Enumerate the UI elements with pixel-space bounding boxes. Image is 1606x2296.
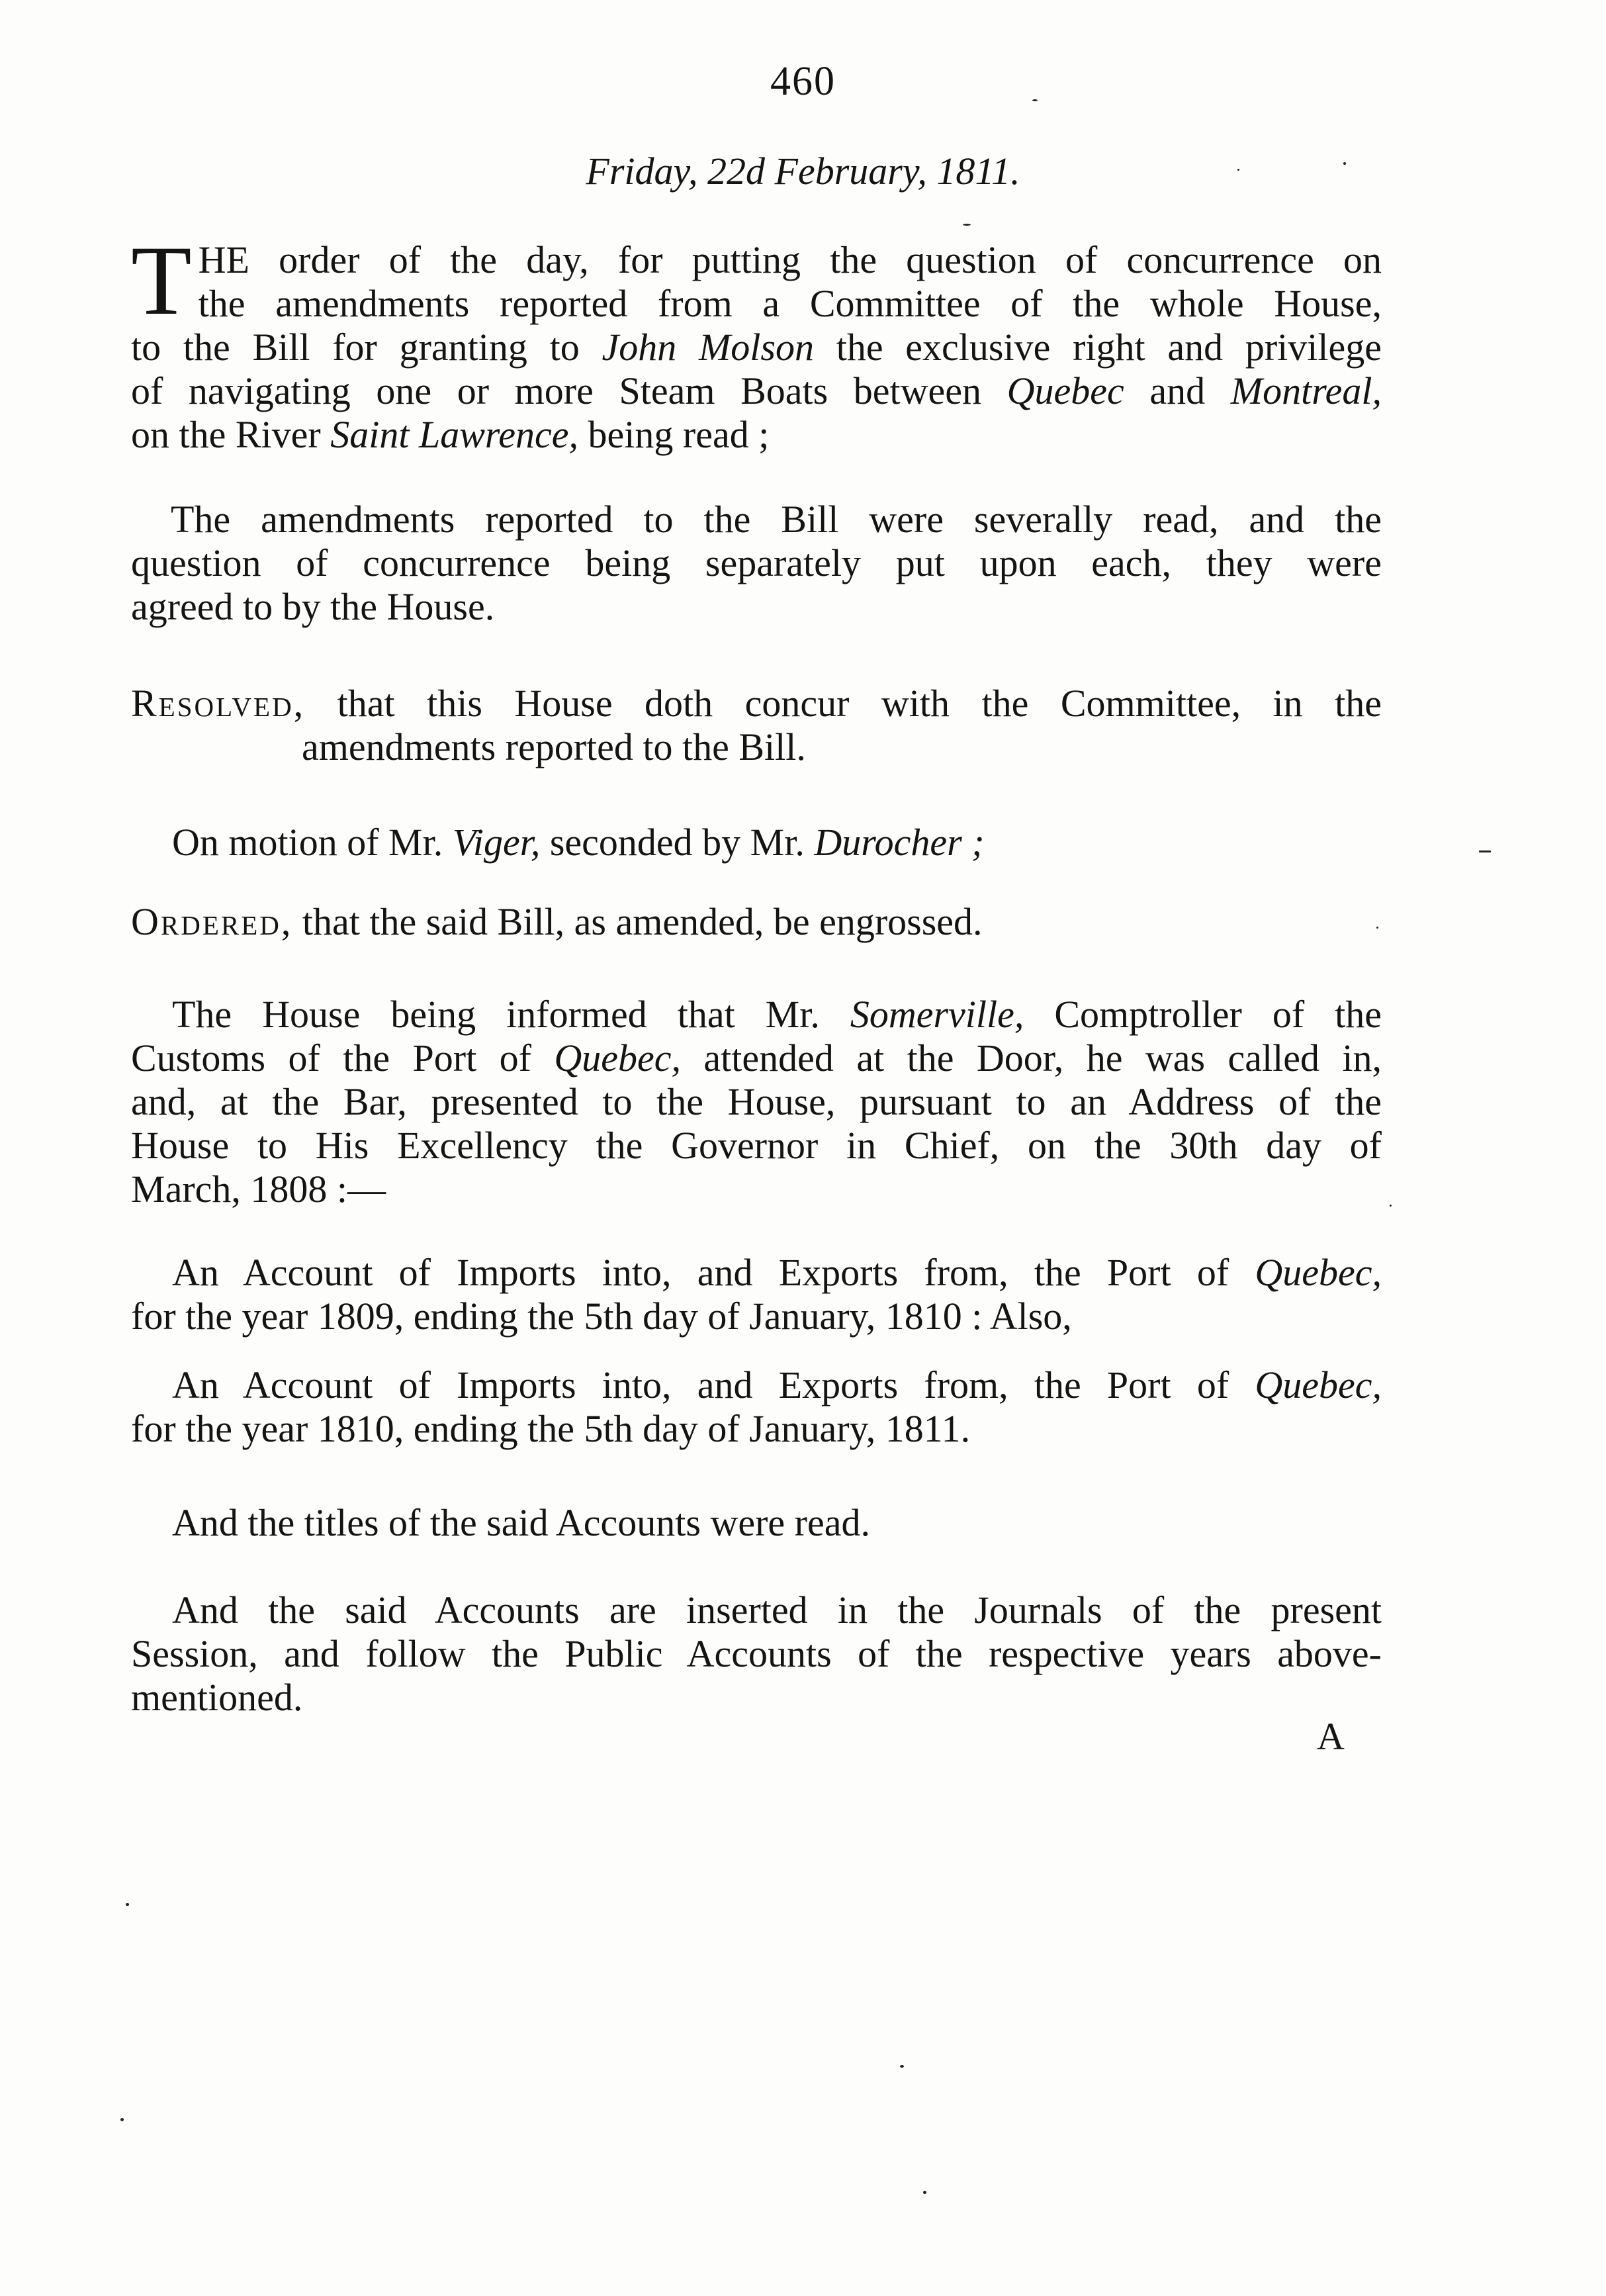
scan-speck xyxy=(126,1903,129,1906)
place-name: Quebec, xyxy=(1255,1363,1382,1406)
paragraph-accounts-inserted xyxy=(131,1588,1382,1720)
paragraph-amendments-read xyxy=(131,498,1382,629)
paragraph-account-1810 xyxy=(131,1363,1382,1451)
scan-speck xyxy=(900,2065,904,2068)
text-line: The amendments reported to the Bill were severally read, and the xyxy=(171,498,1382,541)
place-name: Quebec, xyxy=(554,1036,681,1079)
scan-speck xyxy=(120,2118,124,2121)
place-name: Quebec, xyxy=(1255,1251,1382,1294)
place-name: Quebec xyxy=(1006,369,1124,412)
paragraph-titles-read xyxy=(172,1501,1297,1545)
text-line: On motion of Mr. Viger, seconded by Mr. Durocher ; xyxy=(172,821,985,864)
text-line: for the year 1809, ending the 5th day of January, 1810 : Also, xyxy=(131,1295,1072,1338)
text-line: agreed to by the House. xyxy=(131,585,495,628)
drop-cap: T xyxy=(131,226,192,336)
paragraph-account-1809 xyxy=(131,1251,1382,1338)
person-name: Somerville, xyxy=(850,993,1024,1036)
text-line: March, 1808 :— xyxy=(131,1168,386,1211)
text-line: Session, and follow the Public Accounts of the respective years above- xyxy=(131,1632,1382,1675)
paragraph-resolved xyxy=(131,682,1382,769)
text-line: question of concurrence being separately put upon each, they were xyxy=(131,541,1382,584)
scan-speck xyxy=(1390,1205,1392,1207)
text-line: amendments reported to the Bill. xyxy=(302,725,806,768)
text-line: the amendments reported from a Committee of the whole House, xyxy=(198,282,1382,325)
scan-speck xyxy=(1479,850,1491,852)
text-line: And the titles of the said Accounts were read. xyxy=(172,1501,870,1544)
text-line: Ordered, that the said Bill, as amended, be engrossed. xyxy=(131,900,983,943)
text-line: An Account of Imports into, and Exports from, the Port of Quebec, xyxy=(172,1363,1382,1406)
paragraph-ordered xyxy=(131,900,1382,944)
text-line: Resolved, that this House doth concur with the Committee, in the xyxy=(131,682,1382,725)
page-number: 460 xyxy=(770,59,836,104)
paragraph-order-of-day xyxy=(131,226,1382,457)
place-name: Montreal, xyxy=(1230,369,1382,412)
text-line: An Account of Imports into, and Exports from, the Port of Quebec, xyxy=(172,1251,1382,1294)
catchword: A xyxy=(1317,1715,1345,1758)
text-line: on the River Saint Lawrence, being read ; xyxy=(131,413,770,456)
text-line: Customs of the Port of Quebec, attended at the Door, he was called in, xyxy=(131,1036,1382,1079)
person-name: Viger, xyxy=(452,821,541,864)
text-line: of navigating one or more Steam Boats between Quebec and Montreal, xyxy=(131,369,1382,412)
paragraph-somerville xyxy=(131,993,1382,1211)
text-line: HE order of the day, for putting the question of concurrence on xyxy=(198,238,1382,281)
text-line: The House being informed that Mr. Somerville, Comptroller of the xyxy=(172,993,1382,1036)
person-name: John Molson xyxy=(602,326,814,369)
scan-speck xyxy=(1032,99,1038,101)
person-name: Durocher ; xyxy=(814,821,985,864)
text-line: and, at the Bar, presented to the House, pursuant to an Address of the xyxy=(131,1080,1382,1123)
ordered-label: Ordered, xyxy=(131,900,293,943)
date-line: Friday, 22d February, 1811. xyxy=(586,150,1020,193)
scan-speck xyxy=(1237,169,1239,171)
river-name: Saint Lawrence, xyxy=(330,413,579,456)
text-line: House to His Excellency the Governor in Chief, on the 30th day of xyxy=(131,1124,1382,1167)
text-line: for the year 1810, ending the 5th day of January, 1811. xyxy=(131,1407,971,1450)
scan-speck xyxy=(923,2191,926,2194)
text-line: to the Bill for granting to John Molson the exclusive right and privilege xyxy=(131,326,1382,369)
text-line: And the said Accounts are inserted in the Journals of the present xyxy=(172,1588,1382,1631)
scan-speck xyxy=(1376,927,1378,929)
resolved-label: Resolved, xyxy=(131,682,306,725)
scan-speck xyxy=(963,224,971,226)
scan-speck xyxy=(1343,162,1346,165)
paragraph-motion xyxy=(172,821,1297,864)
text-line: mentioned. xyxy=(131,1676,303,1719)
